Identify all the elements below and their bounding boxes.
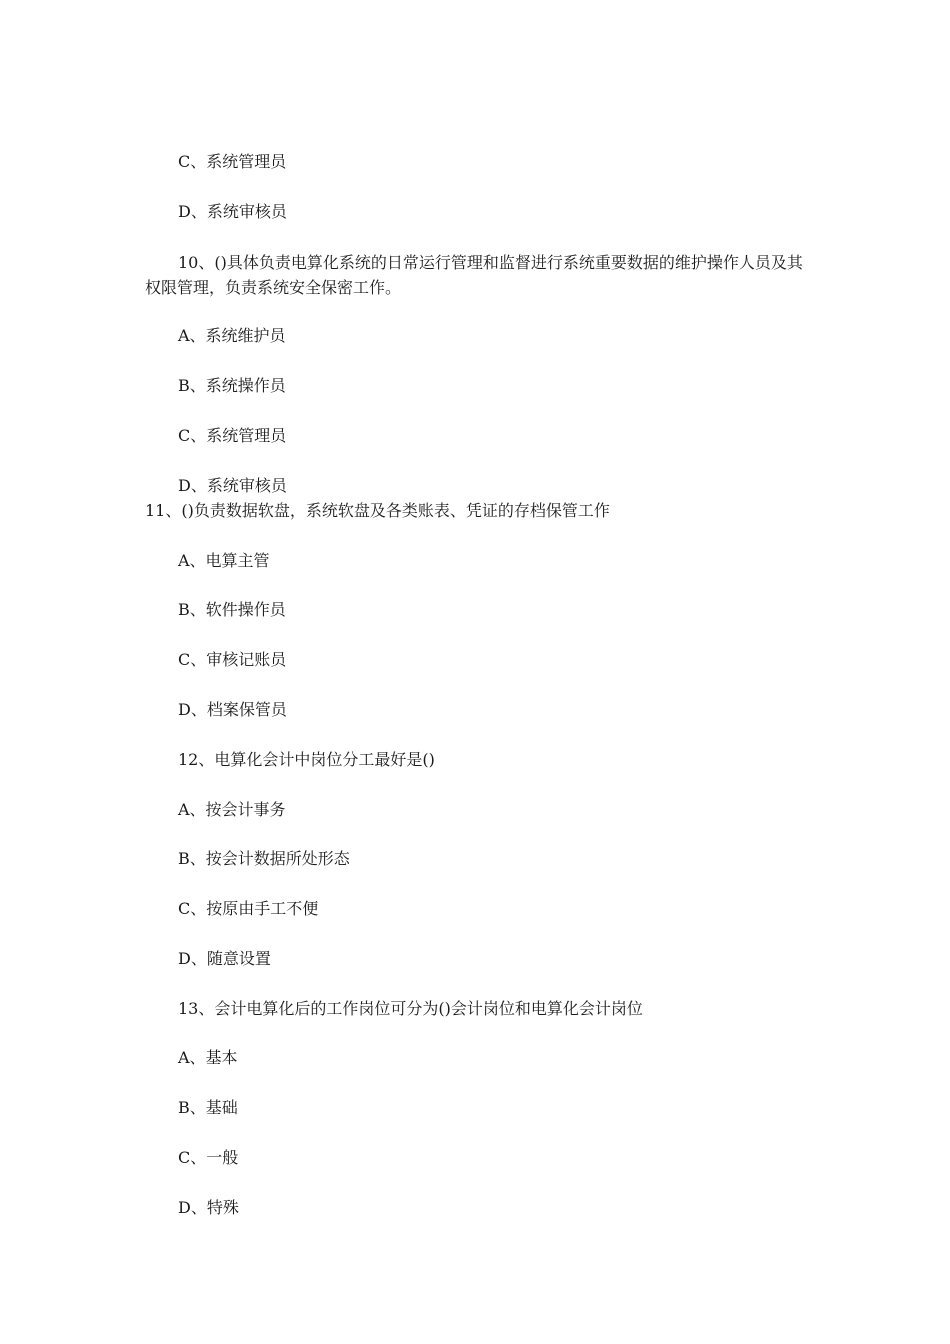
option-c-system-admin: C、系统管理员 bbox=[178, 152, 287, 171]
option-b: B、按会计数据所处形态 bbox=[178, 849, 350, 868]
option-c: C、按原由手工不便 bbox=[178, 899, 319, 918]
option-c-general: C、一般 bbox=[178, 1148, 239, 1167]
option-a-system-maintainer: A、系统维护员 bbox=[178, 326, 286, 345]
option-d: D、随意设置 bbox=[178, 949, 271, 968]
question-11: 11、()负责数据软盘，系统软盘及各类账表、凭证的存档保管工作 bbox=[145, 501, 610, 520]
question-13: 13、会计电算化后的工作岗位可分为()会计岗位和电算化会计岗位 bbox=[178, 999, 643, 1018]
option-d-archive-keeper: D、档案保管员 bbox=[178, 700, 287, 719]
question-10: 10、()具体负责电算化系统的日常运行管理和监督进行系统重要数据的维护操作人员及其权限管理，负责系统安全保密工作。 bbox=[145, 253, 803, 297]
question-12: 12、电算化会计中岗位分工最好是() bbox=[178, 750, 435, 769]
option-d-system-auditor: D、系统审核员 bbox=[178, 202, 287, 221]
option-a-computing-supervisor: A、电算主管 bbox=[178, 551, 270, 570]
option-d-system-auditor: D、系统审核员 bbox=[178, 476, 287, 495]
option-c-system-admin: C、系统管理员 bbox=[178, 426, 287, 445]
option-a: A、按会计事务 bbox=[178, 800, 286, 819]
option-d-special: D、特殊 bbox=[178, 1198, 239, 1217]
option-b-software-operator: B、软件操作员 bbox=[178, 600, 286, 619]
option-b-system-operator: B、系统操作员 bbox=[178, 376, 286, 395]
option-c-review-bookkeeper: C、审核记账员 bbox=[178, 650, 287, 669]
option-b-foundation: B、基础 bbox=[178, 1098, 238, 1117]
option-a-basic: A、基本 bbox=[178, 1048, 238, 1067]
